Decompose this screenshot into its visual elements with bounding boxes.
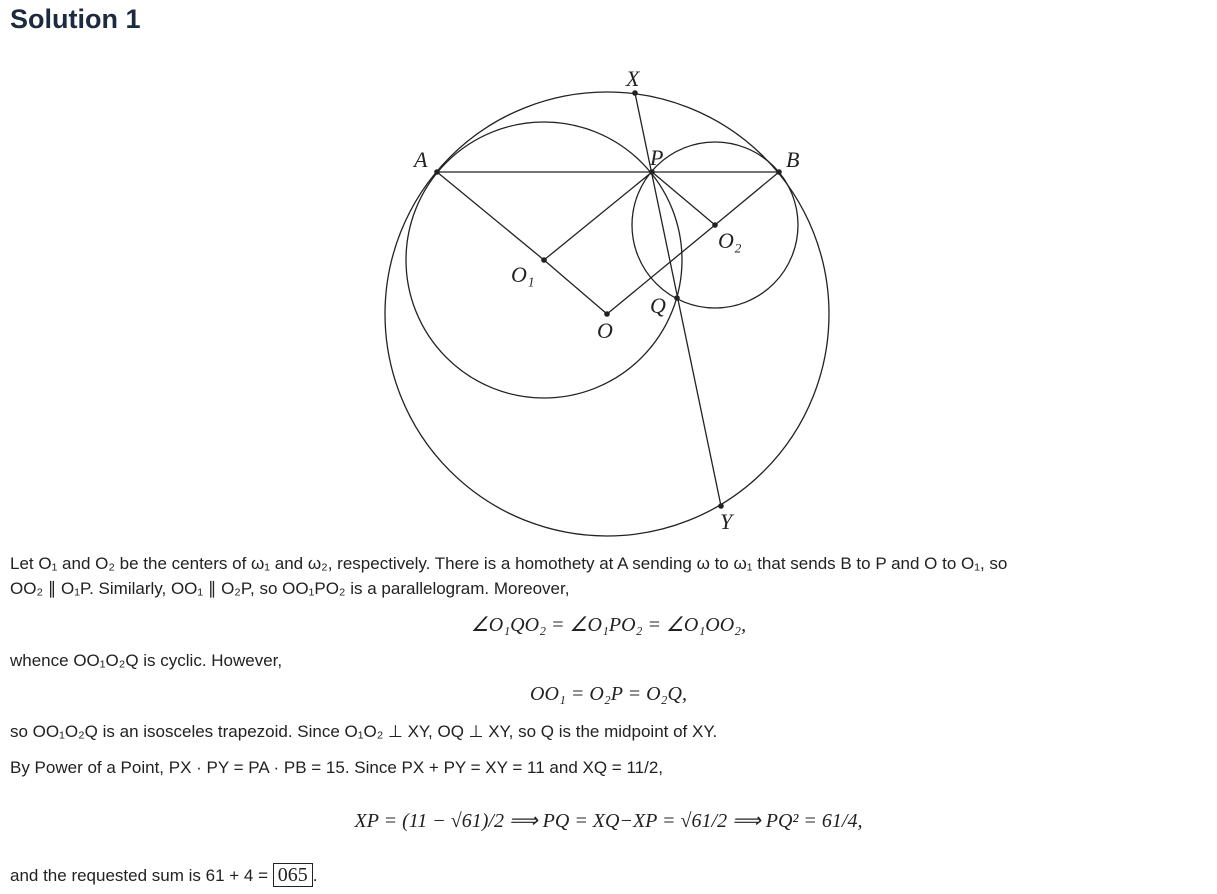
- final-sentence: and the requested sum is 61 + 4 =: [10, 866, 269, 885]
- label-o: O: [597, 318, 613, 343]
- point-o: [604, 311, 610, 317]
- label-q: Q: [650, 293, 666, 318]
- paragraph-1a: Let O₁ and O₂ be the centers of ω₁ and ω₂, respectively. There is a homothety at A sending ω to ω₁ that sends B to P and O to O₁, so: [10, 554, 1008, 573]
- point-a: [434, 169, 440, 175]
- segment-a-o1: [437, 172, 544, 260]
- label-o1: O₁: [511, 262, 535, 287]
- point-y: [718, 503, 724, 509]
- equation-result: XP = (11 − √61)/2 ⟹ PQ = XQ−XP = √61/2 ⟹ PQ² = 61/4,: [354, 810, 863, 832]
- solution-title: Solution 1: [10, 4, 141, 34]
- point-o2: [712, 222, 718, 228]
- point-b: [776, 169, 782, 175]
- label-a: A: [414, 147, 428, 172]
- point-x: [632, 90, 638, 96]
- label-x: X: [626, 66, 640, 91]
- segment-o2-b: [715, 172, 779, 225]
- label-o2: O₂: [718, 228, 742, 253]
- segment-p-o1: [544, 172, 652, 260]
- point-q: [674, 295, 680, 301]
- segment-o1-o: [544, 260, 607, 314]
- paragraph-5: [10, 864, 317, 887]
- label-p: P: [650, 145, 664, 170]
- paragraph-3: so OO₁O₂Q is an isosceles trapezoid. Since O₁O₂ ⊥ XY, OQ ⊥ XY, so Q is the midpoint of XY.: [10, 722, 718, 741]
- point-o1: [541, 257, 547, 263]
- paragraph-4: By Power of a Point, PX · PY = PA · PB = 15. Since PX + PY = XY = 11 and XQ = 11/2,: [10, 758, 663, 777]
- paragraph-1b: OO₂ ∥ O₁P. Similarly, OO₁ ∥ O₂P, so OO₁PO₂ is a parallelogram. Moreover,: [10, 579, 570, 598]
- point-p: [649, 169, 655, 175]
- label-y: Y: [720, 509, 733, 534]
- paragraph-2: whence OO₁O₂Q is cyclic. However,: [10, 651, 283, 670]
- final-period: .: [312, 866, 318, 885]
- label-b: B: [786, 147, 800, 172]
- equation-lengths: OO₁ = O₂P = O₂Q,: [530, 683, 687, 705]
- equation-angles: ∠O₁QO₂ = ∠O₁PO₂ = ∠O₁OO₂,: [470, 614, 747, 636]
- answer-box: 065: [273, 863, 313, 887]
